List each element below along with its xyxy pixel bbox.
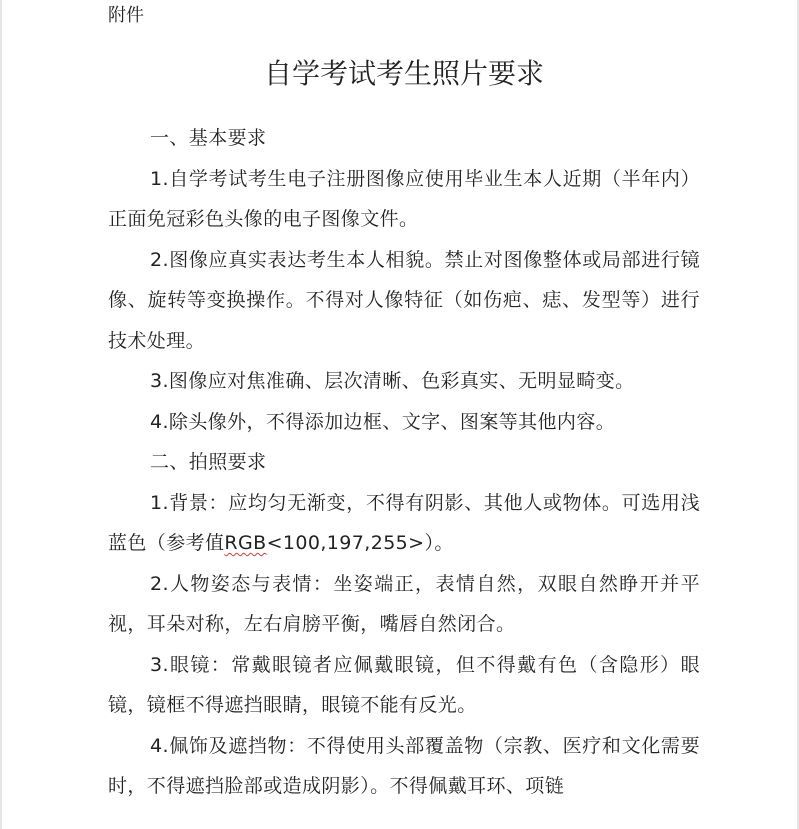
basic-item-2: 2.图像应真实表达考生本人相貌。禁止对图像整体或局部进行镜像、旋转等变换操作。不得对人像特征（如伤疤、痣、发型等）进行技术处理。	[108, 248, 700, 352]
document-body	[108, 118, 700, 807]
page-left-edge	[0, 0, 2, 829]
photo-item-1-after: <100,197,255>）。	[266, 532, 454, 554]
basic-item-1: 1.自学考试考生电子注册图像应使用毕业生本人近期（半年内）正面免冠彩色头像的电子图像文件。	[108, 167, 700, 230]
photo-item-3: 3.眼镜：常戴眼镜者应佩戴眼镜，但不得戴有色（含隐形）眼镜，镜框不得遮挡眼睛，眼镜不能有反光。	[108, 653, 700, 716]
document-title: 自学考试考生照片要求	[263, 57, 544, 90]
photo-item-1-before: 1.背景：应均匀无渐变，不得有阴影、其他人或物体。可选用浅蓝色（参考值	[108, 491, 700, 554]
photo-item-4: 4.佩饰及遮挡物：不得使用头部覆盖物（宗教、医疗和文化需要时，不得遮挡脸部或造成阴影）。不得佩戴耳环、项链	[108, 734, 700, 797]
spellcheck-underlined-rgb: RGB	[224, 532, 267, 554]
photo-item-2: 2.人物姿态与表情：坐姿端正，表情自然，双眼自然睁开并平视，耳朵对称，左右肩膀平衡，嘴唇自然闭合。	[108, 572, 700, 635]
basic-item-4: 4.除头像外，不得添加边框、文字、图案等其他内容。	[150, 410, 616, 433]
photo-item-1	[108, 483, 700, 564]
section-heading-photo: 二、拍照要求	[150, 451, 267, 473]
section-heading-basic: 一、基本要求	[150, 127, 267, 149]
attachment-label: 附件	[108, 5, 144, 26]
basic-item-3: 3.图像应对焦准确、层次清晰、色彩真实、无明显畸变。	[150, 370, 635, 392]
document-page	[108, 0, 700, 807]
